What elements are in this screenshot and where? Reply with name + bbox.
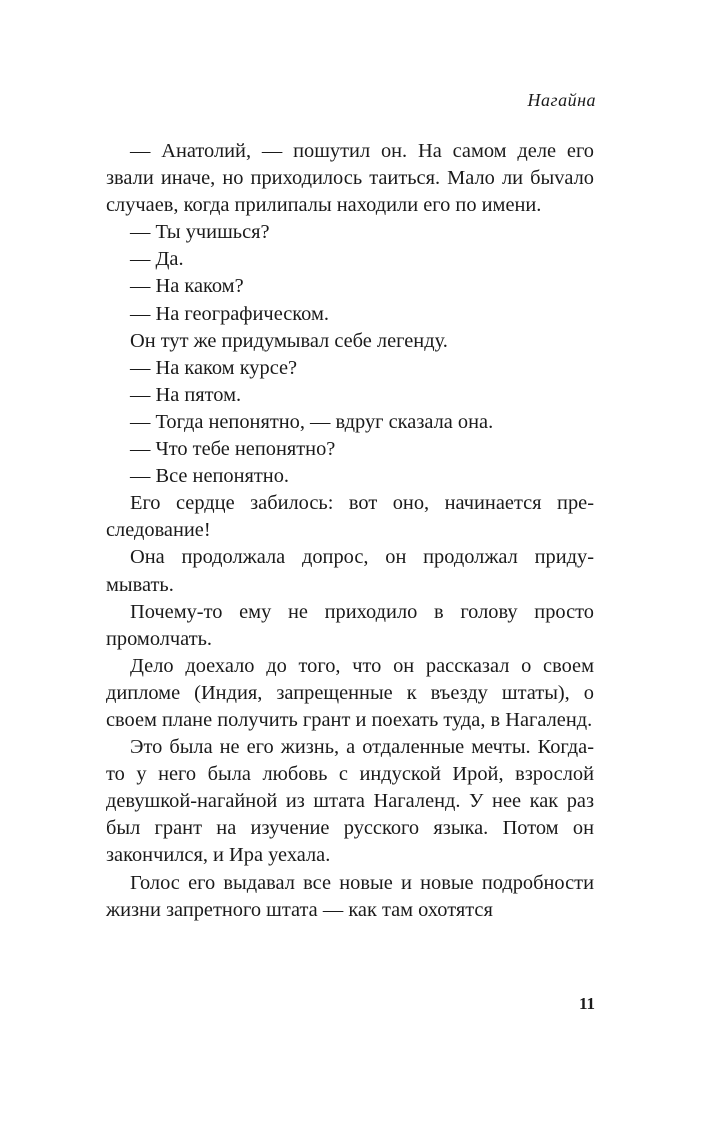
paragraph: — Анатолий, — пошутил он. На самом деле его звали иначе, но приходилось таиться. Мало ли быvало случаев, когда прилипалы находили его по имени.: [106, 140, 594, 217]
paragraph: — Что тебе непонятно?: [130, 438, 336, 461]
paragraph: — Все непонятно.: [130, 465, 290, 488]
paragraph: — На пятом.: [130, 383, 242, 406]
paragraph: — Да.: [130, 248, 184, 271]
paragraph: Почему-то ему не приходило в голову просто промолчать.: [106, 600, 594, 650]
paragraph: — Тогда непонятно, — вдруг сказала она.: [130, 410, 494, 433]
body-text: [106, 138, 594, 924]
running-head: Нагайна: [527, 90, 596, 110]
paragraph: — На каком курсе?: [130, 356, 298, 379]
paragraph: — На каком?: [130, 275, 244, 298]
page-number: 11: [578, 994, 595, 1013]
paragraph: Это была не его жизнь, а отдаленные мечты. Когда-то у него была любовь с индуской Ирой, взрослой девушкой-нагайной из штата Нагаленд. У нее как раз был грант на изучение русского языка. Потом он закончился, и Ира уехала.: [106, 736, 594, 867]
paragraph: — На географическом.: [130, 302, 329, 325]
paragraph: Он тут же придумывал себе легенду.: [130, 329, 448, 352]
paragraph: Дело доехало до того, что он рассказал о своем дипломе (Индия, запрещенные к въезду штаты), о своем плане получить грант и поехать туда, в Нагаленд.: [106, 654, 594, 731]
paragraph: Его сердце забилось: вот оно, начинается преследование!: [106, 492, 594, 542]
paragraph: Голос его выдавал все новые и новые подробности жизни запретного штата — как там охотятся: [106, 871, 594, 921]
paragraph: — Ты учишься?: [130, 221, 270, 244]
paragraph: Она продолжала допрос, он продолжал придумывать.: [106, 546, 594, 596]
